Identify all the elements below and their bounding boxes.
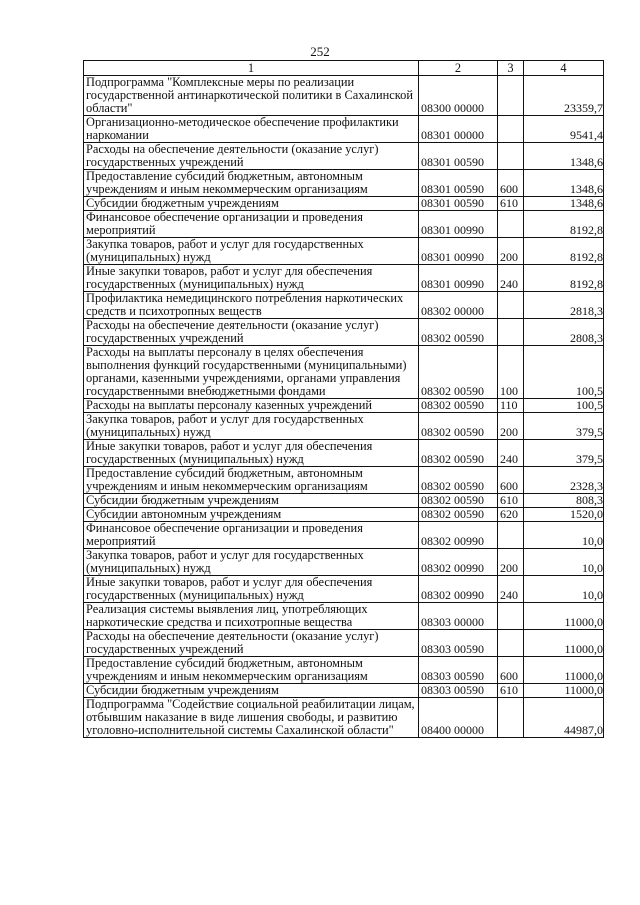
cell-code: 08300 00000 xyxy=(419,76,498,116)
cell-code: 08302 00590 xyxy=(419,413,498,440)
cell-code: 08302 00590 xyxy=(419,440,498,467)
cell-vr xyxy=(498,116,524,143)
cell-sum: 8192,8 xyxy=(524,238,604,265)
cell-code: 08301 00990 xyxy=(419,211,498,238)
cell-vr: 240 xyxy=(498,576,524,603)
budget-table xyxy=(83,60,604,738)
table-row xyxy=(84,549,604,576)
cell-name: Субсидии бюджетным учреждениям xyxy=(84,494,419,508)
cell-code: 08400 00000 xyxy=(419,698,498,738)
table-row xyxy=(84,238,604,265)
cell-name: Закупка товаров, работ и услуг для государственных (муниципальных) нужд xyxy=(84,238,419,265)
cell-code: 08301 00990 xyxy=(419,265,498,292)
cell-vr xyxy=(498,319,524,346)
header-cell-code: 2 xyxy=(419,61,498,76)
cell-name: Расходы на выплаты персоналу в целях обеспечения выполнения функций государственными (муниципальными) органами, казенными учреждениями, органами управления государственными внебюджетными фондами xyxy=(84,346,419,399)
cell-code: 08302 00590 xyxy=(419,508,498,522)
cell-name: Закупка товаров, работ и услуг для государственных (муниципальных) нужд xyxy=(84,549,419,576)
cell-vr xyxy=(498,211,524,238)
cell-sum: 8192,8 xyxy=(524,211,604,238)
cell-vr: 240 xyxy=(498,440,524,467)
cell-name: Организационно-методическое обеспечение профилактики наркомании xyxy=(84,116,419,143)
cell-name: Предоставление субсидий бюджетным, автономным учреждениям и иным некоммерческим организациям xyxy=(84,170,419,197)
cell-name: Профилактика немедицинского потребления наркотических средств и психотропных веществ xyxy=(84,292,419,319)
table-row xyxy=(84,265,604,292)
cell-name: Финансовое обеспечение организации и проведения мероприятий xyxy=(84,211,419,238)
cell-name: Реализация системы выявления лиц, употребляющих наркотические средства и психотропные вещества xyxy=(84,603,419,630)
cell-vr: 200 xyxy=(498,549,524,576)
cell-sum: 2808,3 xyxy=(524,319,604,346)
cell-sum: 11000,0 xyxy=(524,657,604,684)
cell-code: 08302 00000 xyxy=(419,292,498,319)
cell-code: 08302 00590 xyxy=(419,467,498,494)
table-row xyxy=(84,630,604,657)
cell-code: 08303 00590 xyxy=(419,630,498,657)
cell-vr: 600 xyxy=(498,657,524,684)
cell-name: Иные закупки товаров, работ и услуг для обеспечения государственных (муниципальных) нужд xyxy=(84,440,419,467)
cell-vr: 600 xyxy=(498,467,524,494)
cell-name: Субсидии бюджетным учреждениям xyxy=(84,197,419,211)
cell-name: Иные закупки товаров, работ и услуг для обеспечения государственных (муниципальных) нужд xyxy=(84,265,419,292)
table-row xyxy=(84,170,604,197)
cell-name: Расходы на обеспечение деятельности (оказание услуг) государственных учреждений xyxy=(84,630,419,657)
cell-name: Финансовое обеспечение организации и проведения мероприятий xyxy=(84,522,419,549)
cell-sum: 11000,0 xyxy=(524,684,604,698)
cell-vr: 610 xyxy=(498,197,524,211)
table-row xyxy=(84,413,604,440)
cell-sum: 1348,6 xyxy=(524,197,604,211)
table-row xyxy=(84,698,604,738)
cell-sum: 379,5 xyxy=(524,440,604,467)
table-row xyxy=(84,76,604,116)
cell-sum: 10,0 xyxy=(524,576,604,603)
cell-name: Иные закупки товаров, работ и услуг для обеспечения государственных (муниципальных) нужд xyxy=(84,576,419,603)
cell-name: Предоставление субсидий бюджетным, автономным учреждениям и иным некоммерческим организациям xyxy=(84,467,419,494)
cell-sum: 1520,0 xyxy=(524,508,604,522)
cell-vr: 110 xyxy=(498,399,524,413)
cell-vr: 600 xyxy=(498,170,524,197)
page-number: 252 xyxy=(310,44,330,59)
cell-sum: 11000,0 xyxy=(524,603,604,630)
cell-name: Подпрограмма "Содействие социальной реабилитации лицам, отбывшим наказание в виде лишения свободы, и развитию уголовно-исполнительной системы Сахалинской области" xyxy=(84,698,419,738)
header-cell-name: 1 xyxy=(84,61,419,76)
cell-code: 08303 00590 xyxy=(419,657,498,684)
cell-name: Субсидии бюджетным учреждениям xyxy=(84,684,419,698)
cell-sum: 1348,6 xyxy=(524,143,604,170)
cell-vr: 240 xyxy=(498,265,524,292)
cell-code: 08302 00990 xyxy=(419,549,498,576)
cell-code: 08303 00000 xyxy=(419,603,498,630)
cell-vr: 610 xyxy=(498,494,524,508)
cell-vr xyxy=(498,603,524,630)
cell-code: 08303 00590 xyxy=(419,684,498,698)
table-row xyxy=(84,440,604,467)
table-row xyxy=(84,197,604,211)
cell-sum: 8192,8 xyxy=(524,265,604,292)
cell-name: Субсидии автономным учреждениям xyxy=(84,508,419,522)
cell-code: 08302 00590 xyxy=(419,319,498,346)
cell-name: Закупка товаров, работ и услуг для государственных (муниципальных) нужд xyxy=(84,413,419,440)
table-row xyxy=(84,143,604,170)
cell-vr xyxy=(498,292,524,319)
cell-vr: 100 xyxy=(498,346,524,399)
cell-sum: 23359,7 xyxy=(524,76,604,116)
table-row xyxy=(84,494,604,508)
cell-sum: 100,5 xyxy=(524,399,604,413)
table-row xyxy=(84,522,604,549)
header-cell-vr: 3 xyxy=(498,61,524,76)
cell-sum: 10,0 xyxy=(524,549,604,576)
cell-name: Расходы на выплаты персоналу казенных учреждений xyxy=(84,399,419,413)
table-row xyxy=(84,603,604,630)
cell-vr: 200 xyxy=(498,238,524,265)
table-row xyxy=(84,684,604,698)
header-cell-sum: 4 xyxy=(524,61,604,76)
cell-name: Расходы на обеспечение деятельности (оказание услуг) государственных учреждений xyxy=(84,319,419,346)
cell-vr xyxy=(498,76,524,116)
cell-code: 08302 00990 xyxy=(419,522,498,549)
cell-code: 08301 00990 xyxy=(419,238,498,265)
cell-vr xyxy=(498,698,524,738)
cell-code: 08302 00990 xyxy=(419,576,498,603)
cell-sum: 2818,3 xyxy=(524,292,604,319)
cell-sum: 9541,4 xyxy=(524,116,604,143)
cell-code: 08301 00590 xyxy=(419,197,498,211)
cell-name: Подпрограмма "Комплексные меры по реализации государственной антинаркотической политики в Сахалинской области" xyxy=(84,76,419,116)
cell-vr xyxy=(498,143,524,170)
cell-sum: 1348,6 xyxy=(524,170,604,197)
cell-code: 08302 00590 xyxy=(419,346,498,399)
cell-code: 08301 00000 xyxy=(419,116,498,143)
table-row xyxy=(84,292,604,319)
table-row xyxy=(84,346,604,399)
table-header-row xyxy=(84,61,604,76)
cell-code: 08302 00590 xyxy=(419,494,498,508)
cell-vr xyxy=(498,522,524,549)
table-row xyxy=(84,399,604,413)
table-row xyxy=(84,576,604,603)
cell-sum: 808,3 xyxy=(524,494,604,508)
cell-vr: 610 xyxy=(498,684,524,698)
cell-name: Предоставление субсидий бюджетным, автономным учреждениям и иным некоммерческим организациям xyxy=(84,657,419,684)
table-row xyxy=(84,319,604,346)
table-row xyxy=(84,211,604,238)
cell-sum: 100,5 xyxy=(524,346,604,399)
cell-code: 08302 00590 xyxy=(419,399,498,413)
table-row xyxy=(84,508,604,522)
cell-vr: 620 xyxy=(498,508,524,522)
cell-code: 08301 00590 xyxy=(419,170,498,197)
cell-code: 08301 00590 xyxy=(419,143,498,170)
table-row xyxy=(84,467,604,494)
cell-sum: 11000,0 xyxy=(524,630,604,657)
table-row xyxy=(84,116,604,143)
cell-sum: 44987,0 xyxy=(524,698,604,738)
cell-sum: 379,5 xyxy=(524,413,604,440)
cell-sum: 10,0 xyxy=(524,522,604,549)
table-row xyxy=(84,657,604,684)
cell-name: Расходы на обеспечение деятельности (оказание услуг) государственных учреждений xyxy=(84,143,419,170)
cell-vr: 200 xyxy=(498,413,524,440)
cell-vr xyxy=(498,630,524,657)
cell-sum: 2328,3 xyxy=(524,467,604,494)
